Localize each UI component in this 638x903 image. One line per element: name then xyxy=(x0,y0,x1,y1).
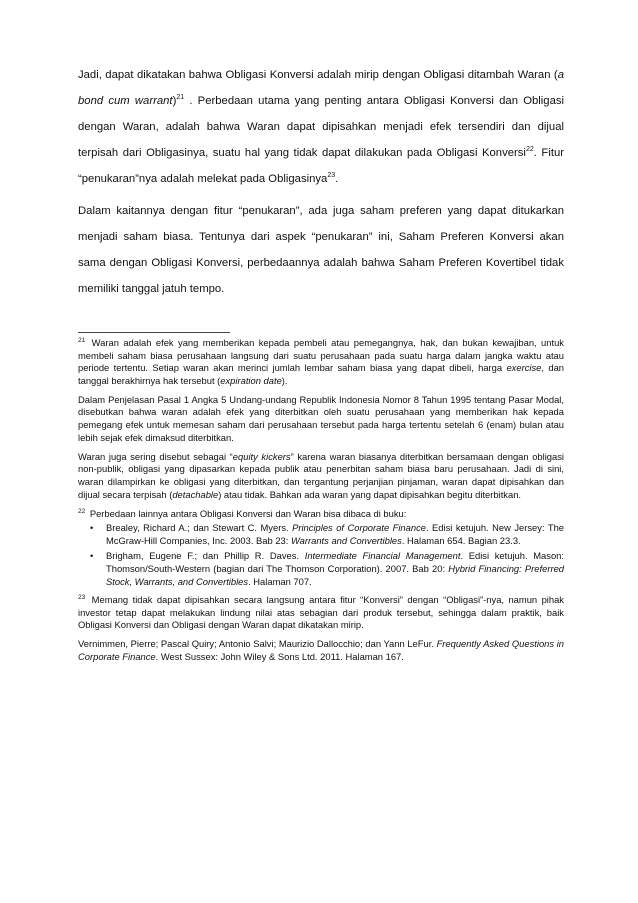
book-title: Intermediate Financial Management xyxy=(304,550,461,562)
text: . Edisi ketujuh. New Jersey: The McGraw-Hill Companies, Inc. 2003. Bab 23: xyxy=(106,522,564,546)
book-title: Principles of Corporate Finance xyxy=(292,522,426,534)
text: . Fitur “penukaran”nya adalah melekat pada Obligasinya xyxy=(78,147,565,185)
footnote-21-paragraph-2: Dalam Penjelasan Pasal 1 Angka 5 Undang-undang Republik Indonesia Nomor 8 Tahun 1995 tentang Pasar Modal, disebutkan bahwa waran adalah efek yang diterbitkan oleh suatu perusahaan yang memberikan hak kepada pemegang efek untuk memesan saham dari perusahaan tersebut pada harga tertentu setelah 6 (enam) bulan atau lebih sejak efek dimaksud diterbitkan. xyxy=(78,393,564,443)
text: Vernimmen, Pierre; Pascal Quiry; Antonio Salvi; Maurizio Dallocchio; dan Yann LeFur. xyxy=(78,638,437,650)
text: Brigham, Eugene F.; dan Phillip R. Daves. xyxy=(106,550,305,562)
text: ) atau tidak. Bahkan ada waran yang dapat dipisahkan begitu diterbitkan. xyxy=(218,488,522,500)
text: . Halaman 654. Bagian 23.3. xyxy=(401,534,521,546)
list-item xyxy=(78,522,564,547)
reference-list xyxy=(78,522,564,588)
italic-term: detachable xyxy=(172,488,219,500)
text: . xyxy=(335,173,339,185)
text: ). xyxy=(281,374,288,386)
text: Waran juga sering disebut sebagai “ xyxy=(78,450,233,462)
italic-term: expiration date xyxy=(220,374,282,386)
footnotes xyxy=(78,337,564,670)
footnote-separator xyxy=(78,332,230,333)
text: , dan tanggal berakhirnya hak tersebut ( xyxy=(78,362,564,386)
bullet-icon: • xyxy=(90,550,94,562)
footnote-21 xyxy=(78,337,564,387)
italic-term: equity kickers xyxy=(232,450,291,462)
bullet-icon: • xyxy=(90,522,94,534)
text: Waran adalah efek yang memberikan kepada pembeli atau pemegangnya, hak, dan bukan kewajiban, untuk membeli saham biasa perusahaan langsung dari suatu perusahaan pada suatu harga dalam jangka waktu atau periode tertentu. Setiap waran akan merinci jumlah lembar saham biasa yang dapat dibeli, harga xyxy=(78,337,564,374)
footnote-number: 23 xyxy=(78,594,86,602)
footnote-number: 21 xyxy=(78,336,86,344)
text: ” karena waran biasanya diterbitkan bersamaan dengan obligasi non-publik, obligasi yang dipasarkan kepada publik atau penerbitan saham biasa baru perusahaan. Jadi di sini, waran dilampirkan ke obligasi yang diterbitkan, dan tergantung perjanjian pinjaman, waran dapat dipisahkan dan dijual secara terpisah ( xyxy=(78,450,564,500)
text: ) xyxy=(172,95,177,107)
footnote-number: 22 xyxy=(78,507,86,515)
book-title: Frequently Asked Questions in Corporate Finance xyxy=(78,638,564,663)
text: Jadi, dapat dikatakan bahwa Obligasi Konversi adalah mirip dengan Obligasi ditambah Waran ( xyxy=(78,69,558,81)
text: . Perbedaan utama yang penting antara Obligasi Konversi dan Obligasi dengan Waran, adalah bahwa Waran dapat dipisahkan menjadi efek tersendiri dan dijual terpisah dari Obligasinya, suatu hal yang tidak dapat dilakukan pada Obligasi Konversi xyxy=(78,95,565,159)
text: Brealey, Richard A.; dan Stewart C. Myers. xyxy=(106,522,293,534)
footnote-23-reference xyxy=(78,638,564,663)
italic-term: exercise xyxy=(506,362,542,374)
italic-term: a bond cum warrant xyxy=(78,69,564,107)
chapter-title: Warrants and Convertibles xyxy=(290,534,402,546)
footnote-21-paragraph-3 xyxy=(78,451,564,501)
text: Memang tidak dapat dipisahkan secara langsung antara fitur “Konversi” dengan “Obligasi”-nya, namun pihak investor tetap dapat melakukan lindung nilai atas sebagian dari produk tersebut, sehingga dalam praktik, baik Obligasi Konversi dan Obligasi dengan Waran dapat dikatakan mirip. xyxy=(78,594,564,631)
text: . Edisi ketujuh. Mason: Thomson/South-Western (bagian dari The Thomson Corporation). 2007. Bab 20: xyxy=(106,550,564,574)
footnote-ref-22[interactable]: 22 xyxy=(525,146,534,154)
chapter-title: Hybrid Financing: Preferred Stock, Warrants, and Convertibles xyxy=(106,563,564,587)
footnote-ref-21[interactable]: 21 xyxy=(176,94,185,102)
text: . Halaman 707. xyxy=(248,575,312,587)
footnote-22 xyxy=(78,508,564,521)
paragraph-1 xyxy=(78,62,564,192)
list-item xyxy=(78,550,564,588)
footnote-23 xyxy=(78,594,564,632)
text: . West Sussex: John Wiley & Sons Ltd. 2011. Halaman 167. xyxy=(155,651,404,663)
footnote-ref-23[interactable]: 23 xyxy=(327,172,336,180)
text: Perbedaan lainnya antara Obligasi Konversi dan Waran bisa dibaca di buku: xyxy=(87,507,407,519)
paragraph-2: Dalam kaitannya dengan fitur “penukaran”, ada juga saham preferen yang dapat ditukarkan menjadi saham biasa. Tentunya dari aspek “penukaran” ini, Saham Preferen Konversi akan sama dengan Obligasi Konversi, perbedaannya adalah bahwa Saham Preferen Kovertibel tidak memiliki tanggal jatuh tempo. xyxy=(78,205,564,295)
